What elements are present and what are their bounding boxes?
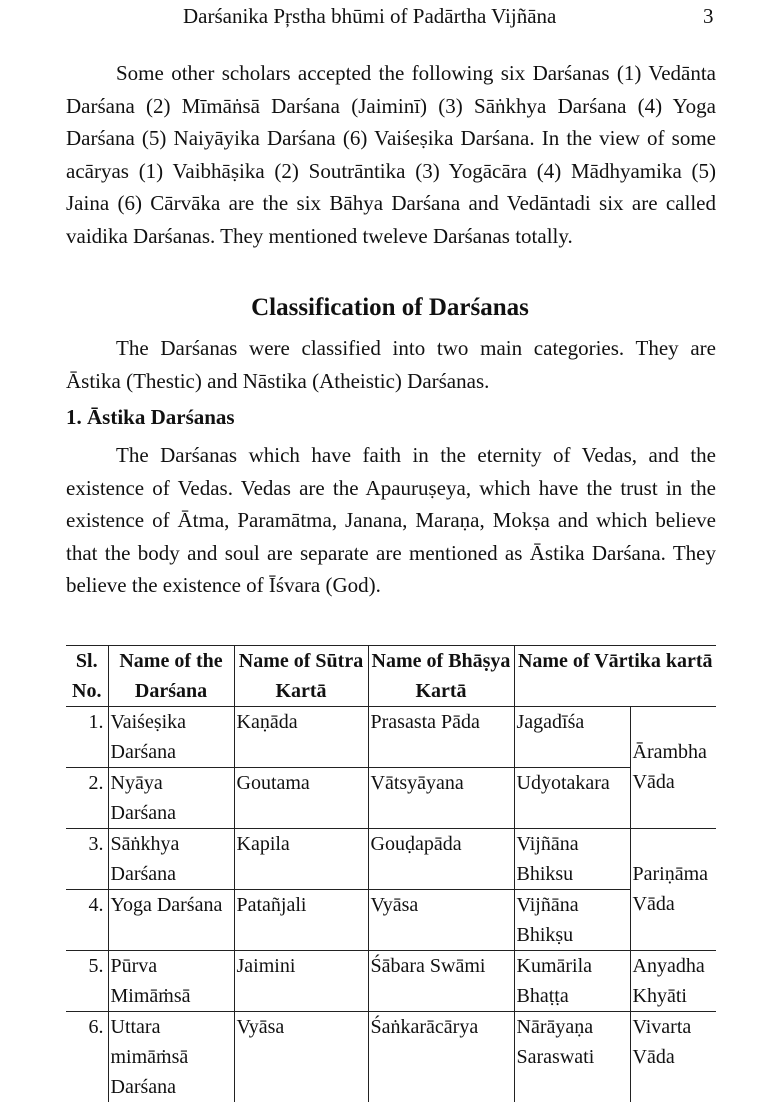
header-darsana: Name of the Darśana	[108, 646, 234, 707]
cell-sl: 3.	[66, 829, 108, 890]
cell-doctrine-arambha	[630, 707, 716, 829]
classification-paragraph	[66, 332, 716, 397]
cell-vartika: Udyotakara	[514, 768, 630, 829]
table-row	[66, 768, 716, 829]
table-row	[66, 1012, 716, 1103]
cell-vartika: Nārāyaṇa Saraswati	[514, 1012, 630, 1103]
cell-doctrine-parinama	[630, 829, 716, 951]
cell-sutra: Jaimini	[234, 951, 368, 1012]
intro-paragraph-text: Some other scholars accepted the following six Darśanas (1) Vedānta Darśana (2) Mīmāṅsā Darśana (Jaiminī) (3) Sāṅkhya Darśana (4) Yoga Darśana (5) Naiyāyika Darśana (6) Vaiśeṣika Darśana. In the view of some acāryas (1) Vaibhāṣika (2) Soutrāntika (3) Yogācāra (4) Mādhyamika (5) Jaina (6) Cārvāka are the six Bāhya Darśana and Vedāntadi six are called vaidika Darśanas. They mentioned tweleve Darśanas totally.	[66, 61, 716, 248]
cell-sl: 2.	[66, 768, 108, 829]
cell-doctrine: Anyadha Khyāti	[630, 951, 716, 1012]
section-heading: Classification of Darśanas	[251, 294, 529, 321]
cell-darsana: Sāṅkhya Darśana	[108, 829, 234, 890]
cell-sutra: Kaṇāda	[234, 707, 368, 768]
cell-bhasya: Śābara Swāmi	[368, 951, 514, 1012]
cell-bhasya: Vātsyāyana	[368, 768, 514, 829]
darsana-table	[66, 645, 716, 1102]
header-bhasya-karta: Name of Bhāṣya Kartā	[368, 646, 514, 707]
cell-darsana: Uttara mimāṁsā Darśana	[108, 1012, 234, 1103]
cell-darsana: Pūrva Mimāṁsā	[108, 951, 234, 1012]
cell-sutra: Vyāsa	[234, 1012, 368, 1103]
cell-bhasya: Gouḍapāda	[368, 829, 514, 890]
table-header-row	[66, 646, 716, 707]
header-vartika-karta: Name of Vārtika kartā	[514, 646, 716, 707]
astika-paragraph-text: The Darśanas which have faith in the eternity of Vedas, and the existence of Vedas. Vedas are the Apauruṣeya, which have the trust in the existence of Ātma, Paramātma, Janana, Maraṇa, Mokṣa and which believe that the body and soul are separate are mentioned as Āstika Darśana. They believe the existence of Īśvara (God).	[66, 443, 716, 598]
cell-sl: 1.	[66, 707, 108, 768]
cell-darsana: Vaiśeṣika Darśana	[108, 707, 234, 768]
running-header	[0, 4, 780, 30]
cell-bhasya: Vyāsa	[368, 890, 514, 951]
cell-darsana: Nyāya Darśana	[108, 768, 234, 829]
cell-sutra: Patañjali	[234, 890, 368, 951]
table-row	[66, 890, 716, 951]
doctrine-arambha-text: Ārambha Vāda	[632, 741, 707, 793]
header-title: Darśanika Pŗstha bhūmi of Padārtha Vijñāna	[183, 4, 557, 28]
cell-sl: 4.	[66, 890, 108, 951]
cell-vartika: Vijñāna Bhiksu	[514, 829, 630, 890]
header-sutra-karta: Name of Sūtra Kartā	[234, 646, 368, 707]
table-row	[66, 707, 716, 768]
cell-darsana: Yoga Darśana	[108, 890, 234, 951]
cell-sutra: Goutama	[234, 768, 368, 829]
cell-vartika: Kumārila Bhaṭṭa	[514, 951, 630, 1012]
classification-paragraph-text: The Darśanas were classified into two main categories. They are Āstika (Thestic) and Nāstika (Atheistic) Darśanas.	[66, 336, 716, 393]
cell-sl: 5.	[66, 951, 108, 1012]
intro-paragraph	[66, 57, 716, 253]
cell-doctrine: Vivarta Vāda	[630, 1012, 716, 1103]
cell-vartika: Jagadīśa	[514, 707, 630, 768]
cell-vartika: Vijñāna Bhikṣu	[514, 890, 630, 951]
cell-bhasya: Prasasta Pāda	[368, 707, 514, 768]
cell-bhasya: Śaṅkarācārya	[368, 1012, 514, 1103]
cell-sl: 6.	[66, 1012, 108, 1103]
table-row	[66, 829, 716, 890]
header-sl-no: Sl. No.	[66, 646, 108, 707]
astika-paragraph	[66, 439, 716, 602]
cell-sutra: Kapila	[234, 829, 368, 890]
astika-subheading: 1. Āstika Darśanas	[66, 405, 235, 429]
page-number: 3	[703, 4, 714, 28]
doctrine-parinama-text: Pariṇāma Vāda	[632, 863, 709, 915]
table-row	[66, 951, 716, 1012]
darsana-table-wrapper	[66, 645, 716, 1102]
